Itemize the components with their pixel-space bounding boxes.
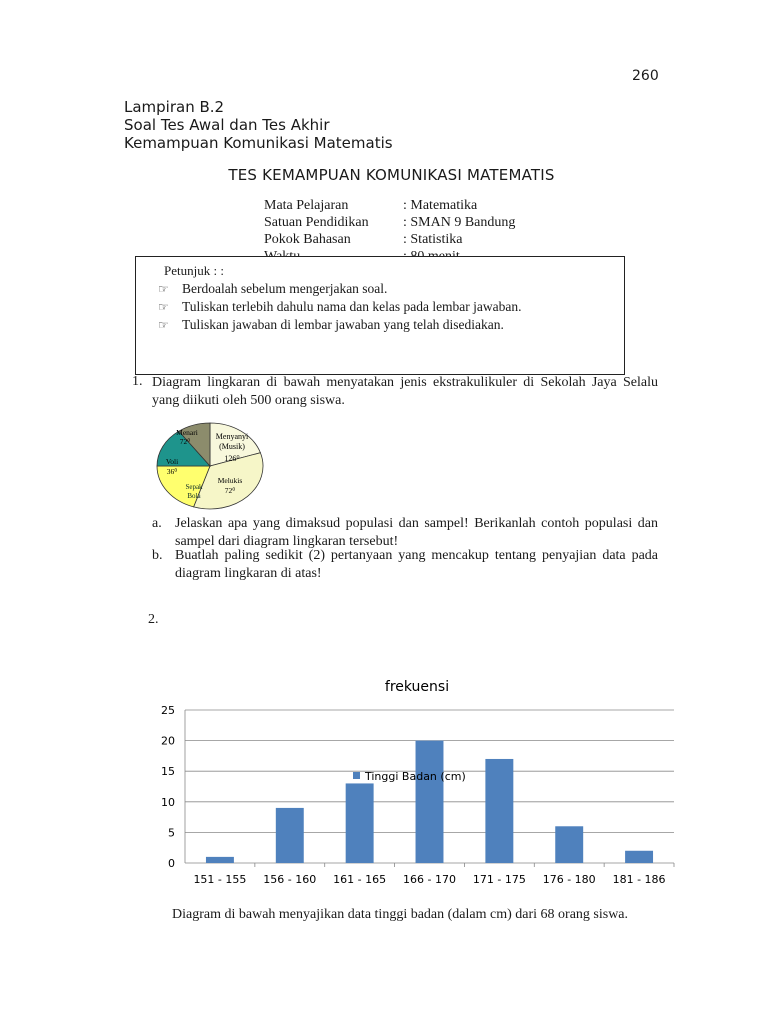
question-1b-text: Buatlah paling sedikit (2) pertanyaan yang mencakup tentang penyajian data pada diagram lingkaran di atas! (175, 548, 658, 581)
pie-label-menyanyi (216, 432, 249, 451)
legend-label: Tinggi Badan (cm) (365, 770, 466, 783)
info-row-subject (264, 198, 477, 214)
instruction-item (158, 299, 522, 315)
info-label: Pokok Bahasan (264, 232, 351, 247)
bar (276, 808, 304, 863)
x-tick-label: 176 - 180 (542, 873, 596, 886)
instruction-text: Tuliskan terlebih dahulu nama dan kelas pada lembar jawaban. (182, 299, 522, 314)
bar-chart (140, 668, 700, 898)
instruction-item (158, 317, 504, 333)
info-value: : Statistika (403, 232, 463, 247)
pie-chart (150, 420, 270, 516)
y-tick-label: 0 (168, 857, 175, 870)
y-tick-label: 20 (161, 734, 175, 748)
x-tick-label: 161 - 165 (333, 873, 387, 886)
question-1b-letter: b. (152, 548, 163, 563)
info-value: : SMAN 9 Bandung (403, 215, 516, 230)
instruction-item (158, 281, 387, 297)
header-topic: Kemampuan Komunikasi Matematis (124, 134, 393, 152)
x-tick-label: 181 - 186 (612, 873, 666, 886)
header-appendix: Lampiran B.2 (124, 98, 225, 116)
bar (346, 783, 374, 863)
pie-value-menyanyi: 126⁰ (224, 454, 240, 463)
pie-label-menari: Menari (176, 428, 198, 437)
x-tick-label: 171 - 175 (472, 873, 526, 886)
bar (485, 759, 513, 863)
info-value: : Matematika (403, 198, 478, 213)
pie-label-sepak-bola (185, 483, 203, 500)
pie-label-menyanyi-1: Menyanyi (215, 432, 249, 441)
info-label: Mata Pelajaran (264, 198, 349, 213)
question-1-text: Diagram lingkaran di bawah menyatakan jenis ekstrakulikuler di Sekolah Jaya Selalu yang diikuti oleh 500 orang siswa. (152, 375, 658, 408)
pointing-hand-icon: ☞ (158, 318, 169, 332)
bar (625, 851, 653, 863)
pie-value-voli: 36⁰ (166, 467, 178, 476)
instructions-title: Petunjuk : : (164, 263, 224, 278)
page-title: TES KEMAMPUAN KOMUNIKASI MATEMATIS (228, 166, 555, 184)
pie-label-sepak-bola-1: Sepak (185, 483, 203, 491)
question-1a-text: Jelaskan apa yang dimaksud populasi dan sampel! Berikanlah contoh populasi dan sampel dari diagram lingkaran tersebut! (175, 516, 658, 549)
pointing-hand-icon: ☞ (158, 282, 169, 296)
pie-value-menari: 72⁰ (179, 437, 191, 446)
bar (206, 857, 234, 863)
instruction-text: Tuliskan jawaban di lembar jawaban yang telah disediakan. (182, 317, 504, 332)
legend-swatch (353, 772, 360, 779)
pointing-hand-icon: ☞ (158, 300, 169, 314)
bar (416, 741, 444, 863)
x-tick-label: 156 - 160 (263, 873, 317, 886)
pie-label-sepak-bola-2: Bola (187, 492, 201, 500)
page-number: 260 (632, 68, 659, 84)
question-1-number: 1. (132, 374, 143, 389)
header-subtitle: Soal Tes Awal dan Tes Akhir (124, 116, 330, 134)
y-tick-label: 15 (161, 765, 175, 779)
question-2-number: 2. (148, 612, 159, 627)
instruction-text: Berdoalah sebelum mengerjakan soal. (182, 281, 388, 296)
y-tick-label: 5 (168, 826, 175, 840)
x-tick-label: 151 - 155 (193, 873, 247, 886)
pie-label-menyanyi-2: (Musik) (219, 442, 245, 451)
info-row-school (264, 215, 515, 231)
y-tick-label: 25 (161, 704, 175, 717)
info-row-topic (264, 232, 463, 248)
pie-label-voli: Voli (165, 457, 179, 466)
instructions-box (135, 256, 625, 375)
info-label: Satuan Pendidikan (264, 215, 369, 230)
pie-label-melukis: Melukis (217, 476, 243, 485)
pie-value-melukis: 72⁰ (224, 486, 236, 495)
bar (555, 826, 583, 863)
question-2-caption: Diagram di bawah menyajikan data tinggi badan (dalam cm) dari 68 orang siswa. (172, 907, 629, 922)
y-tick-label: 10 (161, 795, 175, 809)
chart-title: frekuensi (384, 679, 450, 695)
x-tick-label: 166 - 170 (403, 873, 456, 886)
question-1a-letter: a. (152, 516, 162, 531)
